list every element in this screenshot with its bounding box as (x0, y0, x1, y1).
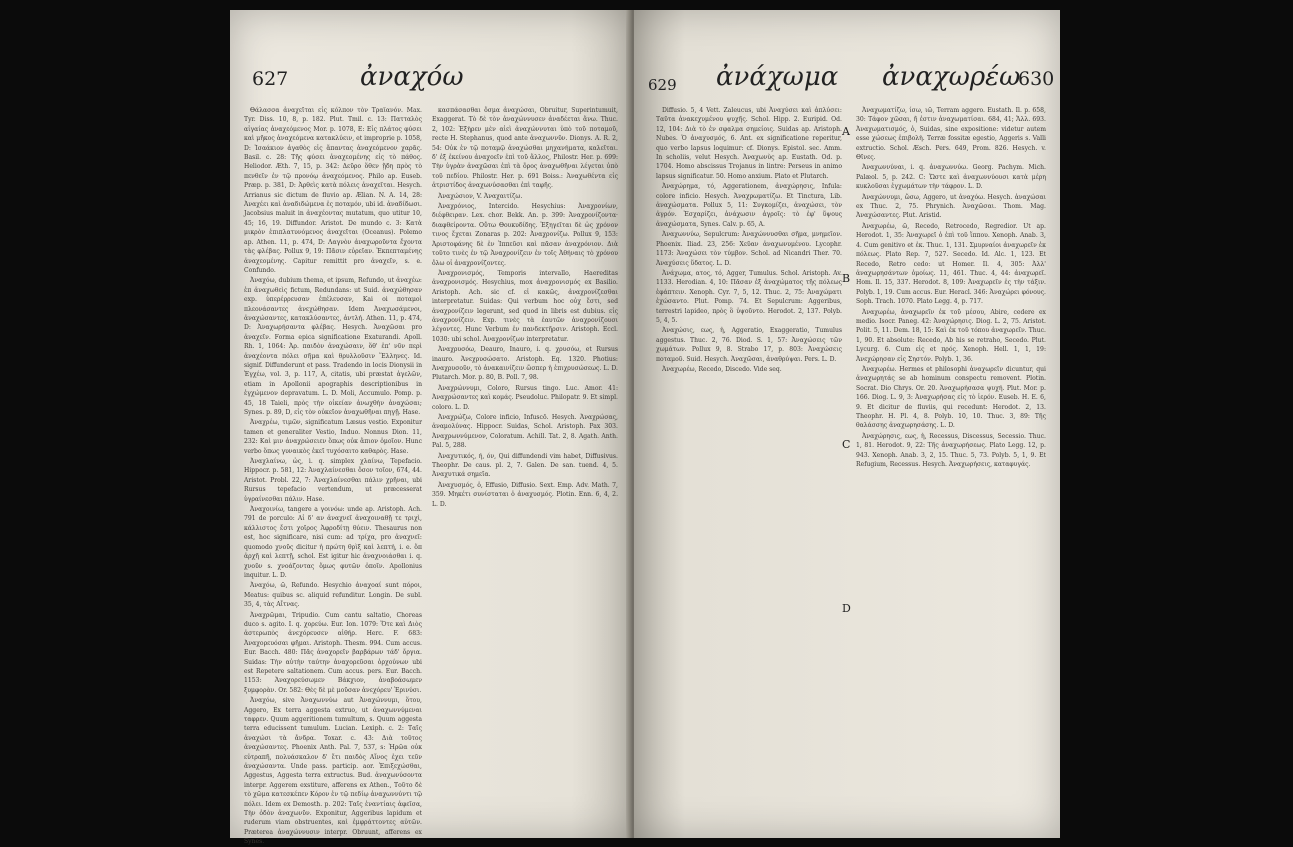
entry-paragraph: Ἀναχωρέω, ἀναχωρεῖν ἐκ τοῦ μέσου, Abire, cedere ex medio. Isocr. Paneg. 42: Ἀναχώρησις. Diog. L. 2, 75. Aristot. Polit. 5, 11. Dem. 18, 15: Καὶ ἐκ τοῦ τόπου ἀναχωρεῖν. Thuc. 1, 90. Et absolute: Recedo, Ab his se retraho, Secedo. Plut. Lycurg. 6. Cum εἰς et πρός. Xenoph. Hell. 1, 1, 19: Ἀνεχώρησαν εἰς Σηστόν. Polyb. 1, 36. (856, 308, 1046, 363)
margin-letter-b: B (842, 272, 851, 285)
entry-paragraph: Ἀναχώσις, εως, ἡ, Aggeratio, Exaggeratio, Tumulus aggestus. Thuc. 2, 76. Diod. S. 1, 57: Ἀναχώσεις τῶν χωμάτων. Pollux 9, 8. Strabo 17, p. 803: Ἀναχώσεις ποταμοῦ. Suid. Hesych. Ἀναχῶσαι, ἀναθρύψαι. Pers. L. D. (656, 327, 842, 363)
entry-paragraph: Ἀναχωρέω, Recedo, Discedo. Vide seq. (662, 365, 782, 373)
text-column-left (656, 106, 842, 818)
entry-paragraph: Ἀναχωννύω, Sepulcrum: Ἀναχώννυσθαι σῆμα, μνημεῖον. Phoenix. Iliad. 23, 256: Χεῦαν ἀναχωνυμένου. Lycophr. 1173: Ἀναχώσει τὸν τύμβον. Schol. ad Nicandri Ther. 70. Ἀναχύσεις ὕδατος. L. D. (656, 231, 842, 267)
page-number-left: 629 (648, 76, 677, 94)
entry-paragraph: Diffusio. 5, 4 Vett. Zaleucus, ubi Ἀναχύσει καὶ ἀπλύσει: Ταῦτα ἀνακεχυμένου ψυχῆς. Schol. Hipp. 2. Euripid. Od. 12, 104: Διὰ τὸ ἐν σφαλμα σημείοις. Suidas ap. Aristoph. Nubes. Ὁ ἀναχυσμός, 6. Ant. ex significatione reperitur, quo verbo lapsus loquimur: cf. Dionys. Epistol. sec. Amm. In scholiis, velut Hesych. Ἀναχωνὺς ap. Eustath. Od. p. 1704. Homo abscissus Trojanus in lintre: Perseus in animo lapsus significatur. 50. Homo anxium. Plato et Plutarch. (656, 107, 842, 180)
entry-paragraph: Ἀναχωννύναι, i. q. ἀναχωννύω. Georg. Pachym. Mich. Palæol. 5, p. 242. C: Ὥστε καὶ ἀναχωννύουσι κατὰ μέρη κυκλοῦσαι ἐγχωμάτων τὴν τάφρον. L. D. (856, 164, 1046, 191)
entry-paragraph: Ἀναχωματίζω, ίσω, ιῶ, Terram aggero. Eustath. Il. p. 658, 30: Τάφον χῶσαι, ἤ ἐστιν ἀναχωματίσαι. 684, 41; Ἄλλ. 693. Ἀναχωματισμός, ὁ, Suidas, sine expositione: videtur autem esse χώσεως ἐπιβολὴ. Terræ fossitæ egestio, Aggeris s. Valli extructio. Schol. Æsch. Pers. 649, Prom. 826. Hesych. v. Θῖνες. (856, 107, 1046, 162)
headword: ἀναχόω (360, 62, 464, 92)
entry-paragraph: Ἀναχυσμός, ὁ, Effusio, Diffusio. Sext. Emp. Adv. Math. 7, 359. Μηκέτι συνίσταται ὁ ἀναχυσμός. Plotin. Enn. 6, 4, 2. L. D. (432, 481, 618, 508)
page-number: 627 (252, 68, 289, 90)
entry-paragraph: Ἀναχρονισμός, Temporis intervallo, Haereditas ἀναχρονισμός. Hesychius, mox ἀναχρονισμός ex Basilio. Aristoph. Ach. sic cf. εἰ κακῶς, ἀναχρονίζεσθαι interpretatur. Suidas: Qui verbum hoc οὐχ ἔστι, sed ἀναχρονίζειν legerunt, sed quod in libris est dubius. εἰς ἀναχρονίζειν. Exp. τινὲς τὰ ἑαυτῶν ἀναχρονίζουσι λέγοντες. Hunc Verbum ἐν πανδεκτῆρσιν. Aristoph. Eccl. 1030: ubi schol. Ἀναχρονίζων interpretatur. (432, 269, 618, 343)
entry-paragraph: Ἀναχρώννυμι, Coloro, Rursus tingo. Luc. Amor. 41: Ἀναχρώσαντες καὶ κομάς. Pseudoluc. Philopatr. 9. Et simpl. coloro. L. D. (432, 384, 618, 411)
left-page (230, 10, 632, 846)
headword-left: ἀνάχωμα (716, 62, 839, 92)
right-page-header (634, 62, 1060, 98)
entry-paragraph: Ἀναχωρέω. Hermes et philosophi ἀναχωρεῖν dicuntur, qui ἀναχωρητάς se ab hominum conspectu removent. Plotin. Socrat. Dio Chrys. Or. 20. Ἀναχωρήσασα ψυχή. Plut. Mor. p. 166. Diog. L. 9, 3: Ἀναχωρήσας εἰς τὸ ἱερόν. Euseb. H. E. 6, 9. Et dicitur de fluviis, qui recedunt: Herodot. 2, 13. Theophr. H. Pl. 4, 8. Polyb. 10, 10. Thuc. 3, 89: Τῆς θαλάσσης ἀναχωρησάσης. L. D. (856, 365, 1046, 430)
page-number: 630 (1018, 68, 1055, 90)
entry-paragraph: Ἀναχρῶμαι, Tripudio. Cum cantu saltatio, Choreas duco s. agito. I. q. χορεύω. Eur. Ion. 1079: Ὅτε καὶ Διὸς ἀστερωπὸς ἀνεχόρευσεν αἰθήρ. Herc. F. 683: Ἀναχορευόσαι φῆμαι. Aristoph. Thesm. 994. Cum accus. Eur. Bacch. 480: Πᾶς ἀναχορεῖν βαρβάρων τάδ' ὄργια. Suidas: Τὴν αὐτὴν ταύτην ἀναχορεῦσαι ὀρχούνων ubi est Repetere saltationem. Cum accus. pers. Eur. Bacch. 1153: Ἀναχορεύσωμεν Βάκχιον, ἀναβοάσωμεν ξυμφορὰν. Or. 582: Θὲς δὲ μὲ μοῦσαν ἀνεχόρευ' Ἐρινύσι. (244, 611, 422, 694)
entry-paragraph: Ἀναχώννυμι, ὤσω, Aggero, ut ἀναχόω. Hesych. ἀναχώσαι ex Thuc. 2, 75. Phrynich. Ἀναχῶσαι. Thom. Mag. Ἀναχώσαντες. Plut. Aristid. (856, 193, 1046, 220)
entry-paragraph: Ἀναχώσιον, V. Ἀναχαιτίζω. (438, 192, 523, 200)
entry-paragraph: Ἀναχυτικός, ή, όν, Qui diffundendi vim habet, Diffusivus. Theophr. De caus. pl. 2, 7. Galen. De san. tuend. 4, 5. Ἀναχυτικά σημεῖα. (432, 452, 618, 479)
entry-paragraph: Ἀναχώρησις, εως, ἡ, Recessus, Discessus, Secessio. Thuc. 1, 81. Herodot. 9, 22: Τῆς ἀναχωρήσεως. Plato Legg. 12, p. 943. Xenoph. Anab. 3, 2, 15. Thuc. 5, 73. Polyb. 5, 1, 9. Et Refugium, Recessus. Hesych. Ἀναχωρήσεις, καταφυγάς. (856, 432, 1046, 469)
margin-letter-c: C (842, 438, 851, 451)
entry-paragraph: Ἀναχλαίνω, ὡς, i. q. simplex χλαίνω, Tepefacio. Hippocr. p. 581, 12: Ἀναχλαίνεσθαι ὅσον τοῖον, 674, 44. Aristot. Probl. 22, 7: Ἀναχλαίνεσθαι πάλιν χρῆναι, ubi Rursus tepefacio vertendum, ut præcesserat ὑγραίνεσθαι πάλιν. Hase. (244, 458, 422, 503)
entry-paragraph: Ἀναχοινίω, tangere a γοινόω: unde ap. Aristoph. Ach. 791 de porculo: Αἱ δ' αν ἀναχνεῖ ἀναχοιναθῇ τε τριχὶ, κάλλιστος ἔστι χοῖρος Ἀφροδίτῃ θύειν. Thesaurus non est, hoc significare, nisi cum: ad τρίχα, pro ἀναχνεῖ: quomodo χνοῦς dicitur ἡ πρώτη θρὶξ καὶ λεπτή, i. e. ὅπ ἀρχῆ καὶ λεπτῇ, schol. Est igitur hic ἀναχνοιάσθαι i. q. χνοῦν s. χνοάζοντας ὅμως φυτῶν ὁποῖν. Apollonius inquitur. L. D. (244, 506, 422, 579)
entry-paragraph: Ἀναχρώζω, Colore inficio, Infuscō. Hesych. Ἀναχρώσας, ἀναμολύνας. Hippocr. Suidas, Schol. Aristoph. Pax 303. Ἀναχρωννύμενον, Coloratum. Achill. Tat. 2, 8. Agath. Anth. Pal. 5, 288. (432, 414, 618, 450)
entry-paragraph: Ἀναχωρέω, ῶ, Recedo, Retrocedo, Regredior. Ut ap. Herodot. 1, 35: Ἀναχωρεῖ ὁ ἐπὶ τοῦ ἵππου. Xenoph. Anab. 3, 4. Cum genitivo et ἐκ. Thuc. 1, 131. Σμυρναίοι ἀναχωρεῖν ἐκ πόλεως. Plato Rep. 7, 527. Secedo. Id. Alc. 1, 123. Et Recedo, Retro cedo: ut Homer. Il. 4, 305: Ἀλλ' ἀναχωρησάντων ὁμοίως. 11, 461. Thuc. 4, 44: ἀναχωρεῖ. Hom. Il. 15, 337. Herodot. 8, 109: Ἀναχωρεῖν ἐς τὴν τάξιν. Polyb. 1, 19. Cum accus. Eur. Heracl. 346: Ἀναχώρει φόνους. Soph. Trach. 1070. Plato Legg. 4, p. 717. (856, 222, 1046, 306)
entry-paragraph: Ἀναχόω, dubium thema, et ipsum, Refundo, ut ἀναχέω: ἐπ ἀναχωθεὶς fictum, Redundans: ut Suid. ἀναχώθησαν exp. ὑπερέρρευσαν ἐπέλευσαν, Kai oi ποταμοὶ πλεονάσαντες ἀνεχώθησαν. Idem Ἀναχωσάμενοι, ἀναχώσαντες, κατακλύσαντες, ἀντλή. Athen. 11, p. 474, D: Ἀναχωρήσαντα φλέβας. Hesych. Ἀναχῶσαι pro ἀναχεῖν. Forma epica significatione Exaturandi. Apoll. Rh. 1, 1064: Ἀρ. παιδὸν ἀναχώσαιν, ὅθ' ἐπ' νῦν περὶ ἀναχέοντα πόλει σῆμα καὶ θρυλλοῦσιν Ἕλληνες. Id. signif. Diffunderunt et pass. Tradendo in locis Dionysii in Ἐγχέω, vol. 3, p. 117, A, citatis, ubi præstat ἀγελῶν, etiam in Apollonii apographis descriptionibus in ἐγχώμενον depravatum. L. D. Moli, Accumulo. Pomp. p. 45, 18 Taieli, πρὸς τὴν οἰκείαν ἀνωχθὴν ἀναχώσαι; Synes. p. 89, D, εἰς τὸν οὐκεῖον ἀναχωθῆναι πηγῇ. Hase. (244, 277, 422, 416)
entry-paragraph: Ἀναχρέω, τιμῶν, significatum Læsus vestio. Exponitur tamen et generaliter Vestio, Induo. Nonnus Dion. 11, 232: Καὶ μιν ἀναχρώσειεν ὅπως οὐκ ἄπιον ὁμοῖον. Hunc verbo ὅπως γυναικὸς ἐκεῖ τυχόσαιτο καθαρὸς. Hase. (244, 419, 422, 455)
entry-paragraph: Ἀναχρόνιος, Intercido. Hesychius: Ἀναχρονίων, διέφθειραν. Lex. chor. Bekk. An. p. 399: Ἀναχρονίζοντα· διαφθείροντα. Οὔτω Θουκυδίδης. Ἐξηγεῖται δὲ ὡς χρόνον τινος ἔχεται Zonaras p. 202: Ἀναχρονίζω. Pollux 9, 153: Ἀριστοφάνης δὲ ἐν Ἱππεῦσι καὶ πᾶσαν ἀναχρόνιον. Διὰ τοῦτο τινὲς ἐν τῷ Ἀναχρονίζειν ἐν τοῖς Ἀθήναις τὸ χρόνου ὄλω οἱ ἀναχρονίζοντες. (432, 203, 618, 267)
text-column-left (244, 106, 422, 846)
entry-paragraph: Ἀναχρυσόω, Deauro, Inauro, i. q. χρυσόω, et Rursus inauro. Ἀνεχρυσώσατο. Aristoph. Eq. 1320. Photius: Ἀναχρυσοῦν, τὸ ἀνακαινίζειν ὥσπερ ἡ ἐπιχρυσώσεως. L. D. Plutarch. Mor. p. 80, B. Poll. 7, 98. (432, 346, 618, 382)
entry-paragraph: Ἀνάχωμα, ατος, τό, Agger, Tumulus. Schol. Aristoph. Av. 1133. Herodian. 4, 10: Πᾶσαν ἐξ ἀναχώματος τῆς πόλεως ἐφάπτειν. Xenoph. Cyr. 7, 5, 12. Thuc. 2, 75: Ἀναχώματι ἐχώσαντο. Plut. Pomp. 74. Et Sepulcrum: Aggeribus, terrestri lapideo, πρὸς ὃ ὑψοῦντο. Herodot. 2, 137. Polyb. 5, 4, 5. (656, 269, 842, 324)
margin-letter-a: A (842, 125, 850, 138)
entry-paragraph: Ἀναχόω, ῶ, Refundo. Hesychio ἀναχοαί sunt πόροι, Meatus: quibus sc. aliquid refunditur. Longin. De subl. 35, 4, τὰς Αἴτνας. (244, 582, 422, 609)
margin-letter-d: D (842, 602, 851, 615)
entry-paragraph: Θάλασσα ἀναχεῖται εἰς κόλπον τὸν Τραϊανόν. Max. Tyr. Diss. 10, 8, p. 182. Plut. Tmil. c. 13: Πατταλὸς αἰγαίας ἀναχεόμενος Mor. p. 1078, E: Εἰς πλάτος φύσει καὶ μῆκος ἀναχεόμενα κατακλύειν, et improprie p. 1058, D: Ἰσαάκιον ἀγαθὸς εἰς ἄπαντας ἀναχεόμενον χαρᾶς. Basil. c. 28: Τῆς φύσει ἀναχεομένης εἰς τὸ πάθος. Heliodor. Æth. 7, 15, p. 342: Δεῦρο ὅθεν ᾔδη πρὸς τὸ πενθεῖν ἐν τῷ προνόῳ ἀναχεόμενος. Philo ap. Euseb. Præp. p. 381, D: Ἀρθεὶς κατὰ πόλεις ἀναχεῖται. Hesych. Arrianus sic dictum de fluvio ap. Ælian. N. A. 14, 28: Ἀναχέει καὶ ἀναδιδώμενα ἐς ποταμόν, ubi id. ἀναδίδωσι. Jacobsius maluit in ἀναχέοντας mutatum, quo utitur 10, 45; 16, 19. Diffundor. Aristot. De mundo c. 3: Κατὰ μικρὸν ἐπιπλατυνόμενος ἀναχεῖται (Oceanus). Polemo ap. Athen. 11, p. 474, D: Λαγνὸν ἀναχωροῦντα ἔχοντα τὰς φλέβας. Pollux 9, 19: Πᾶσιν εὐρεῖαν. Ἐκπεπταμένης ἀναχεομένης. Capitur remittit pro ἀναχεῖν, s. e. Confundo. (244, 107, 422, 274)
text-column-right (432, 106, 618, 818)
entry-paragraph: Ἀναχόω, sive Ἀναχωννύω aut Ἀναχώννυμι, ὅτου, Aggero, Ex terra aggesta extruo, ut ἀναχωννύμεναι ταφρεν. Quum aggeritionem tumultum, s. Quum aggesta terra educissent tumulum. Lucian. Lexiph. c. 2: Ταῖς ἀναχώσι τὰ ἄνδρα. Toxar. c. 43: Διὰ τοῦτος ἀναχώσαντες. Phoenix Anth. Pal. 7, 537, s: Ἡρῶα οὐκ εὐτραπῆ, πολυάσκαλον δ' ἔτι παιδὸς Αἴνος ἐχει τεῦν ἀναχώσαντα. Unde pass. particip. aor. Ἐπιξεχώσθαι, Aggestus, Aggesta terra extructus. Bud. ἀναχωνύσοντα interpr. Aggerem exstiture, afferens ex Athen., Τοῦτο δὲ τὸ χῶμα κατεσκέπεν Κόρον ἐν τῷ πεδίῳ ἀναχωννύντι τῷ πόλει. Idem ex Demosth. p. 202: Ταῖς ἐναντίαις ἀφεῖσα, Τὴν ὁδὸν ἀναχωνῦν. Exponitur, Aggeribus lapidum et ruderum viam obstruentes, καὶ ἐμφράττοντες αὐτῶν. Præterea ἀναχώννυσιν interpr. Obruunt, afferens ex Synes. (244, 697, 422, 846)
headword-right: ἀναχωρέω (882, 62, 1021, 92)
left-page-header (230, 62, 632, 98)
entry-paragraph: Ἀναχώρημα, τό, Aggerationem, ἀναχώρησις, Infula: colore inficio. Hesych. Ἀναχρωματίζω. Et Tinctura, Lib. ἀναχώσματα. Pollux 5, 11: Συγκομίζει, ἀναχώσει, τὸν ἀγρόν. Ἐσχαρίζει, ἀνάχωσιν ἀγροῖς: τὸ ἐφ' ὕψους ἀναχώσματα, Synes. Calv. p. 65, A. (656, 183, 842, 228)
entry-paragraph: κασπάσασθαι ὅσμα ἀναχώσαι, Obruitur, Superintumuit, Exaggerat. Τὸ δὲ τὸν ἀναχώννυσεν ἀναδέεται ἄνω. Thuc. 2, 102: Ἐξὴρεν μὲν αἰεὶ ἀναχώννυται ὑπὸ τοῦ ποταμοῦ, recte H. Stephanus, quod ante ἀναχωννῦν. Dionys. A. R. 2, 54: Οὐκ ἐν τῷ ποταμῷ ἀναχώσθαι μηχανήματα, καλεῖται. δ' ἐξ ἐκείνου ἀναχοεῖν ἐπὶ τοῦ ἄλλος, Philostr. Her. p. 699: Τὴν ὑγρὰν ἀναχῶσαι ἐπὶ τὰ ὅρος ἀναχωθῆναι λέγεται ὑπὸ τοῦ πεδίου. Philostr. Her. p. 691 Boiss.: Ἀναχωθέντα εἰς ἀτριστίδος ἀναχωνύσασθαι ἐπὶ ταφῆς. (432, 107, 618, 190)
text-column-right (856, 106, 1046, 818)
right-page (634, 10, 1060, 838)
